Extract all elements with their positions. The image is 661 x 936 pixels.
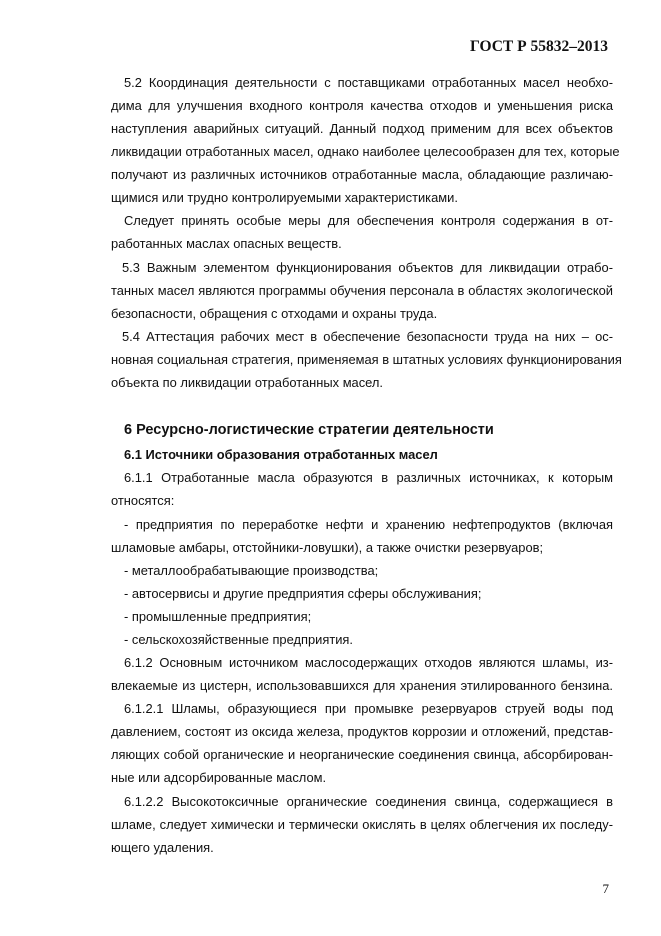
paragraph-line: ные или адсорбированные маслом. bbox=[111, 770, 327, 785]
paragraph-line: щимися или трудно контролируемыми характеристиками. bbox=[111, 190, 458, 205]
paragraph-line: ющего удаления. bbox=[111, 840, 214, 855]
page-number: 7 bbox=[602, 881, 609, 896]
paragraph-line: 5.4 Аттестация рабочих мест в обеспечение безопасности труда на них – ос- bbox=[122, 329, 613, 344]
paragraph-line: наступления аварийных ситуаций. Данный подход применим для всех объектов bbox=[111, 121, 613, 136]
list-item: - промышленные предприятия; bbox=[124, 609, 312, 624]
list-item-continuation: шламовые амбары, отстойники-ловушки), а также очистки резервуаров; bbox=[111, 540, 544, 555]
list-item: - автосервисы и другие предприятия сферы обслуживания; bbox=[124, 586, 482, 601]
paragraph-line: Следует принять особые меры для обеспечения контроля содержания в от- bbox=[124, 213, 613, 228]
paragraph-line: шламе, следует химически и термически окислять в целях облегчения их последу- bbox=[111, 817, 613, 832]
paragraph-line: 6.1.2.1 Шламы, образующиеся при промывке резервуаров струей воды под bbox=[124, 701, 613, 716]
list-item: - металлообрабатывающие производства; bbox=[124, 563, 379, 578]
paragraph-line: получают из различных источников отработанные масла, обладающие различаю- bbox=[111, 167, 613, 182]
paragraph-line: работанных маслах опасных веществ. bbox=[111, 236, 342, 251]
paragraph-line: танных масел являются программы обучения персонала в областях экологической bbox=[111, 283, 613, 298]
paragraph-line: влекаемые из цистерн, использовавшихся для хранения этилированного бензина. bbox=[111, 678, 613, 693]
list-item: - предприятия по переработке нефти и хранению нефтепродуктов (включая bbox=[124, 517, 613, 532]
list-item: - сельскохозяйственные предприятия. bbox=[124, 632, 353, 647]
paragraph-line: безопасности, обращения с отходами и охраны труда. bbox=[111, 306, 438, 321]
section-heading: 6 Ресурсно-логистические стратегии деятельности bbox=[124, 422, 494, 438]
paragraph-line: ляющих собой органические и неорганические соединения свинца, абсорбирован- bbox=[111, 747, 613, 762]
paragraph-line: 6.1.2.2 Высокотоксичные органические соединения свинца, содержащиеся в bbox=[124, 794, 613, 809]
paragraph-line: дима для улучшения входного контроля качества отходов и уменьшения риска bbox=[111, 98, 613, 113]
paragraph-line: 6.1.1 Отработанные масла образуются в различных источниках, к которым bbox=[124, 470, 613, 485]
subsection-heading: 6.1 Источники образования отработанных масел bbox=[124, 447, 438, 462]
paragraph-line: 5.3 Важным элементом функционирования объектов для ликвидации отрабо- bbox=[122, 260, 613, 275]
paragraph-line: 6.1.2 Основным источником маслосодержащих отходов являются шламы, из- bbox=[124, 655, 613, 670]
paragraph-line: давлением, состоят из оксида железа, продуктов коррозии и отложений, представ- bbox=[111, 724, 613, 739]
paragraph-line: относятся: bbox=[111, 493, 175, 508]
paragraph-line: новная социальная стратегия, применяемая в штатных условиях функционирования bbox=[111, 352, 622, 367]
document-header: ГОСТ Р 55832–2013 bbox=[470, 38, 608, 55]
paragraph-line: объекта по ликвидации отработанных масел. bbox=[111, 375, 384, 390]
paragraph-line: ликвидации отработанных масел, однако наиболее целесообразен для тех, которые bbox=[111, 144, 620, 159]
paragraph-line: 5.2 Координация деятельности с поставщиками отработанных масел необхо- bbox=[124, 75, 613, 90]
